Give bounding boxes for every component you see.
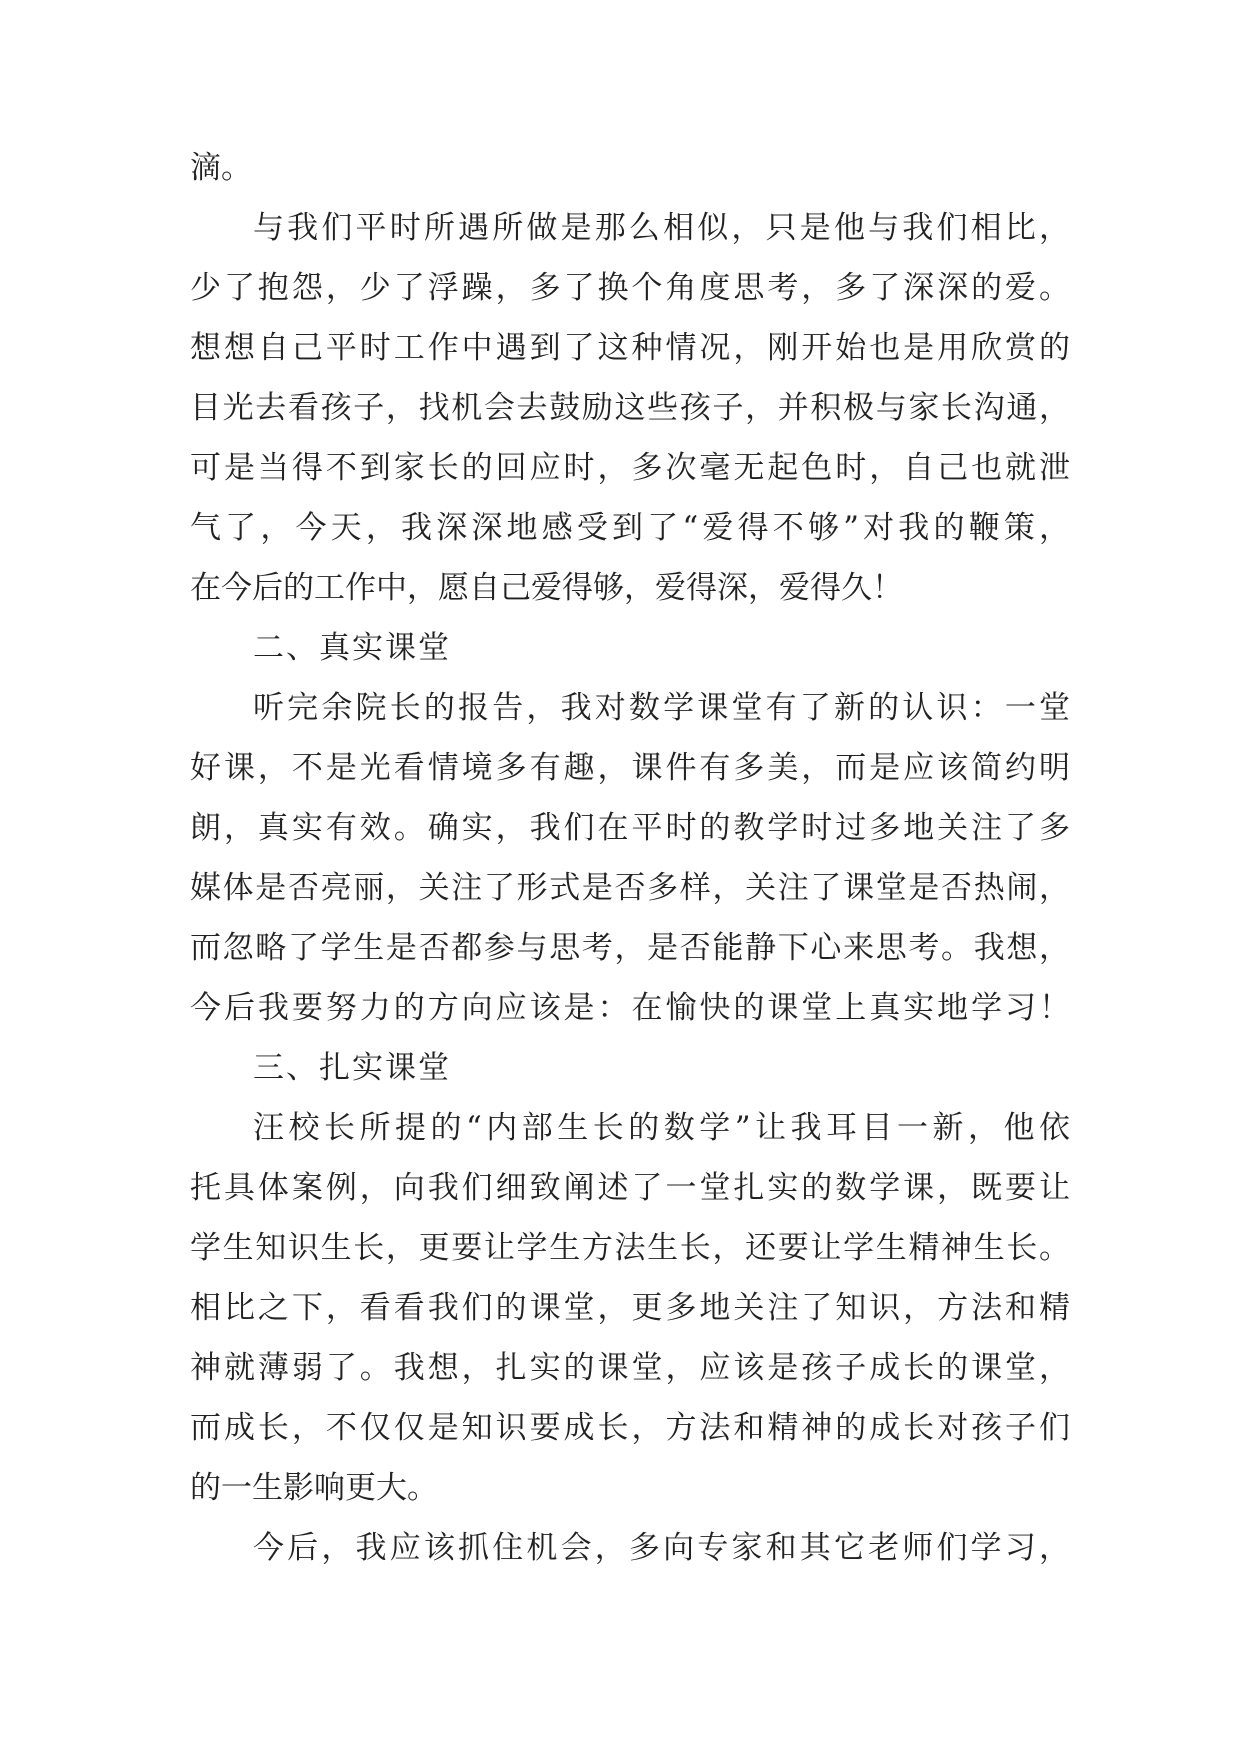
paragraph-first-line: 汪校长所提的“内部生长的数学”让我耳目一新，他依 xyxy=(253,1110,1070,1146)
section-heading: 三、扎实课堂 xyxy=(253,1050,451,1086)
text-line: 目光去看孩子，找机会去鼓励这些孩子，并积极与家长沟通， xyxy=(190,390,1070,426)
paragraph-first-line: 与我们平时所遇所做是那么相似，只是他与我们相比， xyxy=(253,210,1070,246)
text-line: 相比之下，看看我们的课堂，更多地关注了知识，方法和精 xyxy=(190,1290,1070,1326)
text-line: 气了，今天，我深深地感受到了“爱得不够”对我的鞭策， xyxy=(190,510,1070,546)
paragraph-first-line: 今后，我应该抓住机会，多向专家和其它老师们学习， xyxy=(253,1530,1070,1566)
text-line: 媒体是否亮丽，关注了形式是否多样，关注了课堂是否热闹， xyxy=(190,870,1070,906)
text-line: 神就薄弱了。我想，扎实的课堂，应该是孩子成长的课堂， xyxy=(190,1350,1070,1386)
text-line: 今后我要努力的方向应该是：在愉快的课堂上真实地学习！ xyxy=(190,990,1070,1026)
text-line: 的一生影响更大。 xyxy=(190,1470,438,1506)
text-line: 而成长，不仅仅是知识要成长，方法和精神的成长对孩子们 xyxy=(190,1410,1070,1446)
text-line: 在今后的工作中，愿自己爱得够，爱得深，爱得久！ xyxy=(190,570,903,606)
text-line: 想想自己平时工作中遇到了这种情况，刚开始也是用欣赏的 xyxy=(190,330,1070,366)
text-line: 好课，不是光看情境多有趣，课件有多美，而是应该简约明 xyxy=(190,750,1070,786)
paragraph-first-line: 听完余院长的报告，我对数学课堂有了新的认识：一堂 xyxy=(253,690,1070,726)
text-line: 少了抱怨，少了浮躁，多了换个角度思考，多了深深的爱。 xyxy=(190,270,1070,306)
section-heading: 二、真实课堂 xyxy=(253,630,451,666)
text-line: 可是当得不到家长的回应时，多次毫无起色时，自己也就泄 xyxy=(190,450,1070,486)
text-line: 而忽略了学生是否都参与思考，是否能静下心来思考。我想， xyxy=(190,930,1070,966)
text-line: 托具体案例，向我们细致阐述了一堂扎实的数学课，既要让 xyxy=(190,1170,1070,1206)
text-line: 学生知识生长，更要让学生方法生长，还要让学生精神生长。 xyxy=(190,1230,1070,1266)
text-line: 朗，真实有效。确实，我们在平时的教学时过多地关注了多 xyxy=(190,810,1070,846)
text-line: 滴。 xyxy=(190,150,252,186)
